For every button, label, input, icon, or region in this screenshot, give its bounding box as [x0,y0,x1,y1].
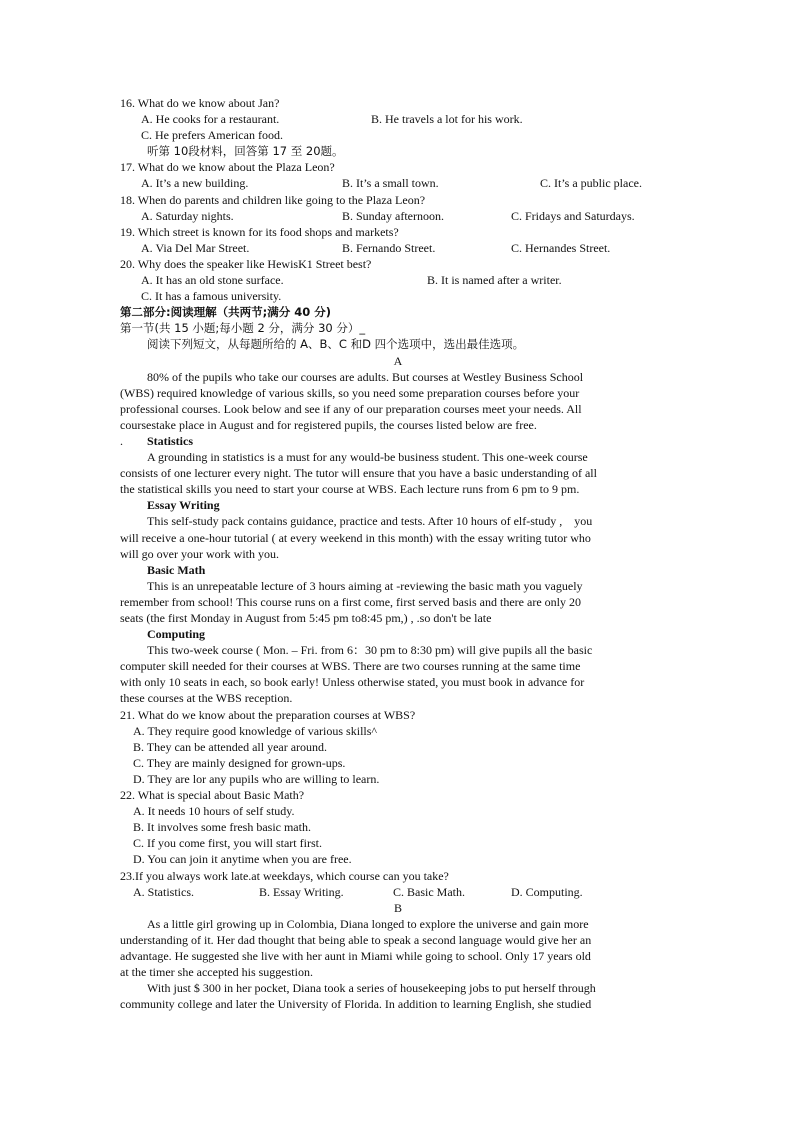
q22-option-b: B. It involves some fresh basic math. [133,820,311,835]
q17-option-c: C. It’s a public place. [540,176,642,191]
question-21-stem: 21. What do we know about the preparation courses at WBS? [120,707,416,722]
question-18-stem: 18. When do parents and children like going to the Plaza Leon? [120,192,426,207]
essay-body-line1: This self-study pack contains guidance, practice and tests. After 10 hours of elf-study , you [147,514,593,529]
q19-option-c: C. Hernandes Street. [511,240,611,255]
q16-option-c: C. He prefers American food. [141,128,283,143]
essay-body-line3: will go over your work with you. [120,546,279,561]
passage-b-p1-line4: at the timer she accepted his suggestion. [120,965,313,980]
reading-instruction: 阅读下列短文，从每题所给的 A、B、C 和D 四个选项中，选出最佳选项。 [147,337,525,352]
q21-option-d: D. They are lor any pupils who are willing to learn. [133,771,380,786]
passage-b-p2-line2: community college and later the University of Florida. In addition to learning English, she studied [120,997,592,1012]
question-17-options [120,175,676,191]
q23-option-b: B. Essay Writing. [259,884,344,899]
essay-body-line2: will receive a one-hour tutorial ( at every weekend in this month) with the essay writing tutor who [120,530,591,545]
passage-a-intro-line1: 80% of the pupils who take our courses are adults. But courses at Westley Business School [147,369,584,384]
q21-option-a: A. They require good knowledge of various skills^ [133,723,378,738]
question-20-stem: 20. Why does the speaker like HewisK1 Street best? [120,256,372,271]
statistics-body-line2: consists of one lecturer every night. The tutor will ensure that you have a basic understanding of all [120,466,597,481]
q17-option-b: B. It’s a small town. [342,176,439,191]
statistics-body-line1: A grounding in statistics is a must for any would-be business student. This one-week course [147,450,588,465]
passage-a-intro-line2: (WBS) required knowledge of various skills, so you need some preparation courses before your [120,385,580,400]
listening-instruction: 听第 10段材料，回答第 17 至 20题。 [147,144,344,159]
computing-heading: Computing [147,627,206,642]
q20-option-b: B. It is named after a writer. [427,273,562,288]
q18-option-c: C. Fridays and Saturdays. [511,208,635,223]
computing-body-line4: these courses at the WBS reception. [120,691,293,706]
passage-b-p2-line1: With just $ 300 in her pocket, Diana took a series of housekeeping jobs to put herself through [147,981,596,996]
statistics-body-line3: the statistical skills you need to start your course at WBS. Each lecture runs from 6 pm to 9 pm. [120,482,580,497]
q17-option-a: A. It’s a new building. [141,176,249,191]
passage-a-intro-line4: coursestake place in August and for registered pupils, the courses listed below are free. [120,417,537,432]
part-two-title: 第二部分:阅读理解（共两节;满分 40 分) [120,305,331,320]
q20-option-a: A. It has an old stone surface. [141,273,284,288]
q22-option-a: A. It needs 10 hours of self study. [133,804,295,819]
q23-option-d: D. Computing. [511,884,583,899]
question-17-stem: 17. What do we know about the Plaza Leon? [120,160,335,175]
passage-a-letter: A [393,353,403,368]
exam-page [120,95,676,1012]
q21-option-c: C. They are mainly designed for grown-ups. [133,755,346,770]
stray-dot: . [120,433,123,448]
essay-writing-heading: Essay Writing [147,498,220,513]
question-20-options [120,272,676,288]
question-23-options [120,884,676,900]
q23-option-a: A. Statistics. [133,884,195,899]
computing-body-line3: with only 10 seats in each, so book early! Unless otherwise stated, you must book in advance for [120,675,585,690]
q16-option-b: B. He travels a lot for his work. [371,112,523,127]
question-22-stem: 22. What is special about Basic Math? [120,788,305,803]
math-body-line2: remember from school! This course runs on a first come, first served basis and there are only 20 [120,594,581,609]
question-18-options [120,208,676,224]
q21-option-b: B. They can be attended all year around. [133,739,328,754]
q18-option-b: B. Sunday afternoon. [342,208,444,223]
computing-body-line1: This two-week course ( Mon. – Fri. from 6：30 pm to 8:30 pm) will give pupils all the basic [147,643,593,658]
math-body-line1: This is an unrepeatable lecture of 3 hours aiming at -reviewing the basic math you vaguely [147,578,583,593]
q19-option-b: B. Fernando Street. [342,240,436,255]
question-23-stem: 23.If you always work late.at weekdays, which course can you take? [120,868,449,883]
q20-option-c: C. It has a famous university. [141,289,282,304]
q23-option-c: C. Basic Math. [393,884,465,899]
statistics-heading: Statistics [147,433,193,448]
math-body-line3: seats (the first Monday in August from 5:45 pm to8:45 pm,) , .so don't be late [120,611,492,625]
q18-option-a: A. Saturday nights. [141,208,234,223]
q16-option-a: A. He cooks for a restaurant. [141,112,280,127]
question-19-stem: 19. Which street is known for its food shops and markets? [120,224,399,239]
passage-a-intro-line3: professional courses. Look below and see if any of our preparation courses meet your needs. All [120,401,582,416]
question-16-stem: 16. What do we know about Jan? [120,96,280,110]
section-one-title: 第一节(共 15 小题;每小题 2 分，满分 30 分）_ [120,321,366,336]
question-16-options-row1 [120,111,676,127]
passage-b-p1-line2: understanding of it. Her dad thought that being able to speak a second language would give her an [120,932,592,947]
passage-b-p1-line1: As a little girl growing up in Colombia, Diana longed to explore the universe and gain more [147,916,589,931]
question-19-options [120,240,676,256]
q22-option-c: C. If you come first, you will start first. [133,836,322,851]
q22-option-d: D. You can join it anytime when you are free. [133,852,352,867]
passage-b-p1-line3: advantage. He suggested she live with her aunt in Miami while going to school. Only 17 years old [120,948,591,963]
computing-body-line2: computer skill needed for their courses at WBS. There are two courses running at the same time [120,659,581,674]
q19-option-a: A. Via Del Mar Street. [141,240,250,255]
passage-b-letter: B [393,900,402,915]
basic-math-heading: Basic Math [147,562,206,577]
statistics-heading-row [120,433,676,449]
